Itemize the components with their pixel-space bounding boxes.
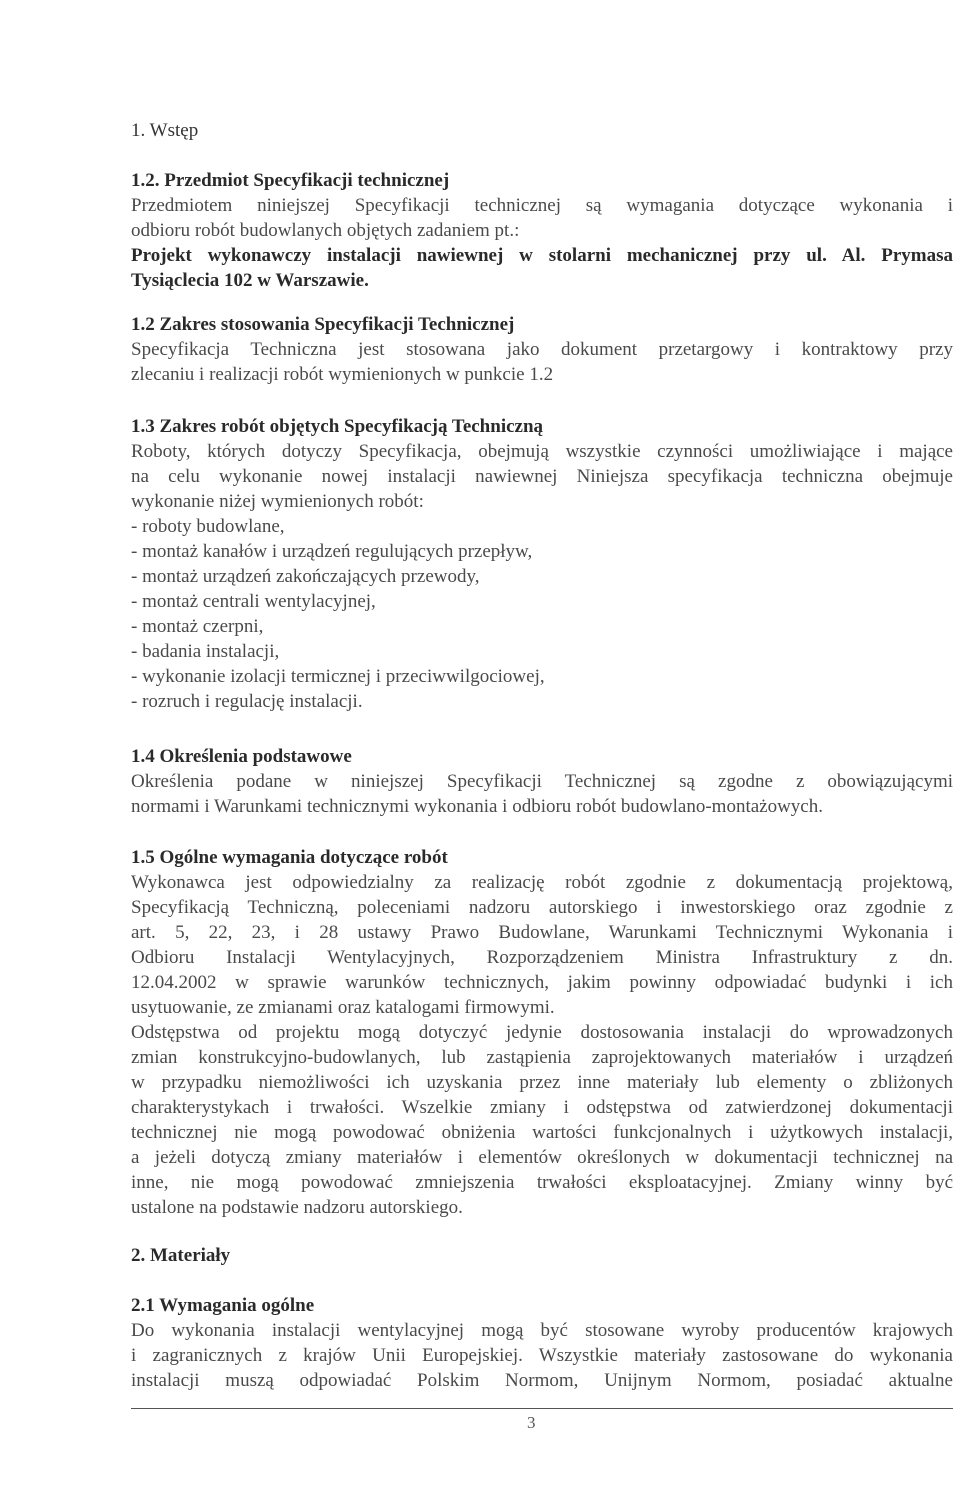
paragraph-line: na celu wykonanie nowej instalacji nawiewnej Niniejsza specyfikacja techniczna obejmuje	[131, 466, 953, 487]
list-item: - montaż centrali wentylacyjnej,	[131, 591, 376, 612]
list-item: - rozruch i regulację instalacji.	[131, 691, 363, 712]
paragraph-line: Określenia podane w niniejszej Specyfikacji Technicznej są zgodne z obowiązującymi	[131, 771, 953, 792]
list-item: - montaż kanałów i urządzeń regulujących przepływ,	[131, 541, 533, 562]
paragraph-line: ustalone na podstawie nadzoru autorskiego.	[131, 1197, 463, 1218]
paragraph-line: w przypadku niemożliwości ich uzyskania przez inne materiały lub elementy o zbliżonych	[131, 1072, 953, 1093]
paragraph-line: technicznej nie mogą powodować obniżenia wartości funkcjonalnych i użytkowych instalacji,	[131, 1122, 953, 1143]
paragraph-line: zlecaniu i realizacji robót wymienionych w punkcie 1.2	[131, 364, 554, 385]
project-title-line: Projekt wykonawczy instalacji nawiewnej w stolarni mechanicznej przy ul. Al. Prymasa	[131, 245, 953, 266]
paragraph-line: usytuowanie, ze zmianami oraz katalogami firmowymi.	[131, 997, 555, 1018]
paragraph-line: Roboty, których dotyczy Specyfikacja, obejmują wszystkie czynności umożliwiające i mające	[131, 441, 953, 462]
section-1-3	[131, 414, 953, 714]
paragraph-line: Specyfikacją Techniczną, poleceniami nadzoru autorskiego i inwestorskiego oraz zgodnie z	[131, 897, 953, 918]
section-heading: 1.4 Określenia podstawowe	[131, 746, 352, 767]
section-2-1	[131, 1293, 953, 1393]
section-1-4	[131, 744, 953, 819]
paragraph-line: instalacji muszą odpowiadać Polskim Normom, Unijnym Normom, posiadać aktualne	[131, 1370, 953, 1391]
list-item: - montaż urządzeń zakończających przewody,	[131, 566, 480, 587]
paragraph-line: i zagranicznych z krajów Unii Europejskiej. Wszystkie materiały zastosowane do wykonania	[131, 1345, 953, 1366]
list-item: - montaż czerpni,	[131, 616, 264, 637]
paragraph-line: normami i Warunkami technicznymi wykonania i odbioru robót budowlano-montażowych.	[131, 796, 823, 817]
paragraph-line: zmian konstrukcyjno-budowlanych, lub zastąpienia zaprojektowanych materiałów i urządzeń	[131, 1047, 953, 1068]
paragraph-line: Przedmiotem niniejszej Specyfikacji technicznej są wymagania dotyczące wykonania i	[131, 195, 953, 216]
section-heading: 2.1 Wymagania ogólne	[131, 1295, 315, 1316]
paragraph-line: Odbioru Instalacji Wentylacyjnych, Rozporządzeniem Ministra Infrastruktury z dn.	[131, 947, 953, 968]
section-1-2-scope	[131, 312, 953, 387]
section-1-2	[131, 168, 953, 293]
section-heading: 1.3 Zakres robót objętych Specyfikacją Techniczną	[131, 416, 544, 437]
paragraph-line: Odstępstwa od projektu mogą dotyczyć jedynie dostosowania instalacji do wprowadzonych	[131, 1022, 953, 1043]
paragraph-line: 12.04.2002 w sprawie warunków technicznych, jakim powinny odpowiadać budynki i ich	[131, 972, 953, 993]
page-number: 3	[527, 1413, 536, 1432]
list-item: - wykonanie izolacji termicznej i przeciwwilgociowej,	[131, 666, 545, 687]
list-item: - roboty budowlane,	[131, 516, 285, 537]
paragraph-line: charakterystykach i trwałości. Wszelkie zmiany i odstępstwa od zatwierdzonej dokumentacji	[131, 1097, 953, 1118]
section-heading: 1.5 Ogólne wymagania dotyczące robót	[131, 847, 448, 868]
paragraph-line: inne, nie mogą powodować zmniejszenia trwałości eksploatacyjnej. Zmiany winny być	[131, 1172, 953, 1193]
paragraph-line: wykonanie niżej wymienionych robót:	[131, 491, 424, 512]
project-title-line: Tysiąclecia 102 w Warszawie.	[131, 270, 369, 291]
section-heading: 1.2 Zakres stosowania Specyfikacji Technicznej	[131, 314, 515, 335]
paragraph-line: Do wykonania instalacji wentylacyjnej mogą być stosowane wyroby producentów krajowych	[131, 1320, 953, 1341]
section-1-title: 1. Wstęp	[131, 120, 199, 141]
paragraph-line: odbioru robót budowlanych objętych zadaniem pt.:	[131, 220, 520, 241]
paragraph-line: Wykonawca jest odpowiedzialny za realizację robót zgodnie z dokumentacją projektową,	[131, 872, 953, 893]
footer-divider	[131, 1408, 953, 1409]
section-1-5	[131, 845, 953, 1220]
paragraph-line: Specyfikacja Techniczna jest stosowana jako dokument przetargowy i kontraktowy przy	[131, 339, 953, 360]
section-heading: 1.2. Przedmiot Specyfikacji technicznej	[131, 170, 450, 191]
section-2-title: 2. Materiały	[131, 1245, 231, 1266]
paragraph-line: a jeżeli dotyczą zmiany materiałów i elementów określonych w dokumentacji technicznej na	[131, 1147, 953, 1168]
list-item: - badania instalacji,	[131, 641, 280, 662]
paragraph-line: art. 5, 22, 23, i 28 ustawy Prawo Budowlane, Warunkami Technicznymi Wykonania i	[131, 922, 953, 943]
